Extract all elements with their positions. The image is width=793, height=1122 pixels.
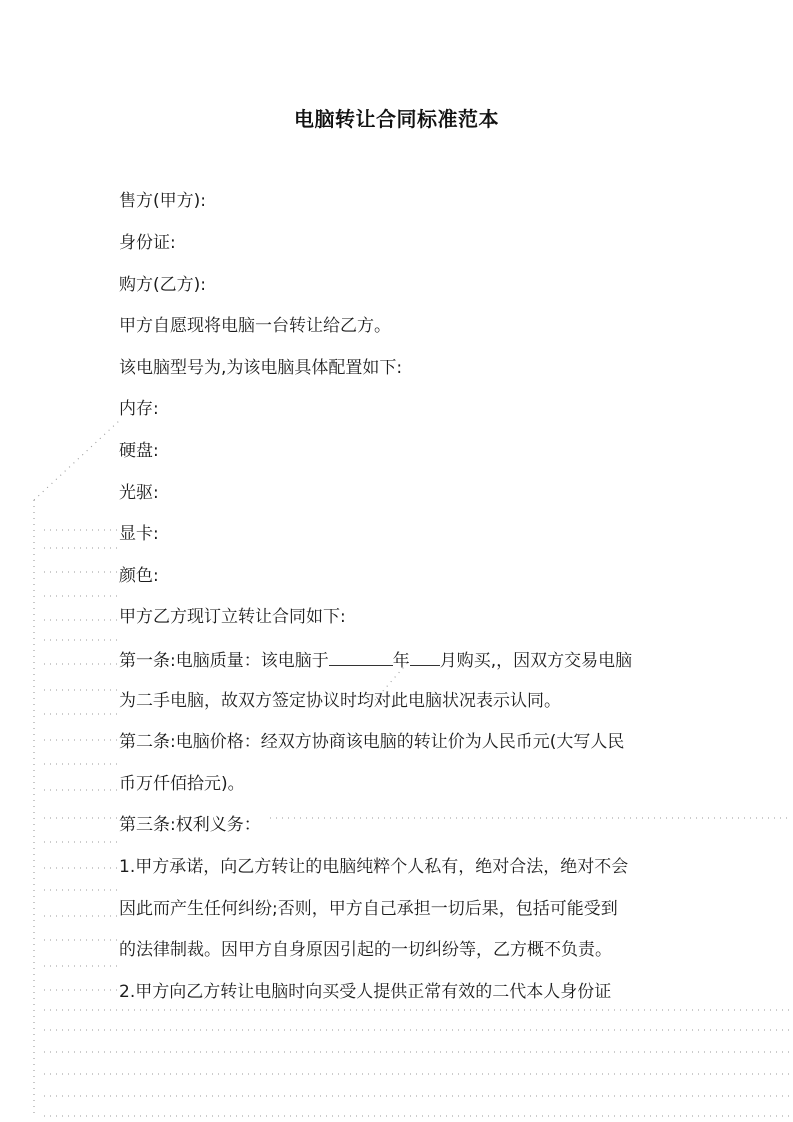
transfer-statement: 甲方自愿现将电脑一台转让给乙方。 [119,316,391,336]
clause-3-item-1-line-3: 的法律制裁。因甲方自身原因引起的一切纠纷等，乙方概不负责。 [119,940,612,960]
memory-field-label: 内存: [119,399,159,419]
clause-1-line-2: 为二手电脑，故双方签定协议时均对此电脑状况表示认同。 [119,691,561,711]
color-field-label: 颜色: [119,566,159,586]
document-title: 电脑转让合同标准范本 [294,107,499,131]
clause-3-item-1-line-2: 因此而产生任何纠纷;否则，甲方自己承担一切后果，包括可能受到 [119,899,618,919]
purchase-month-blank [410,647,440,666]
clause-3-heading: 第三条:权利义务： [119,815,261,835]
buyer-field-label: 购方(乙方): [119,275,206,295]
optical-drive-field-label: 光驱: [119,483,159,503]
clause-3-item-2-line-1: 2.甲方向乙方转让电脑时向买受人提供正常有效的二代本人身份证 [119,982,612,1002]
model-statement: 该电脑型号为,为该电脑具体配置如下: [119,358,403,378]
seller-field-label: 售方(甲方): [119,191,206,211]
clause-2-line-1: 第二条:电脑价格：经双方协商该电脑的转让价为人民币元(大写人民 [119,732,625,752]
clause-2-line-2: 币万仟佰拾元)。 [119,774,245,794]
disk-field-label: 硬盘: [119,441,159,461]
clause-1-line-1 [119,647,632,673]
graphics-card-field-label: 显卡: [119,524,159,544]
clause-3-item-1-line-1: 1.甲方承诺，向乙方转让的电脑纯粹个人私有，绝对合法，绝对不会 [119,857,629,877]
clause-1-text-part-3: 月购买,，因双方交易电脑 [439,651,633,671]
contract-intro: 甲方乙方现订立转让合同如下: [119,607,346,627]
purchase-year-blank [329,647,393,666]
id-card-field-label: 身份证: [119,233,176,253]
clause-1-text-part-1: 第一条:电脑质量：该电脑于 [119,651,329,671]
clause-1-text-part-2: 年 [392,651,410,671]
